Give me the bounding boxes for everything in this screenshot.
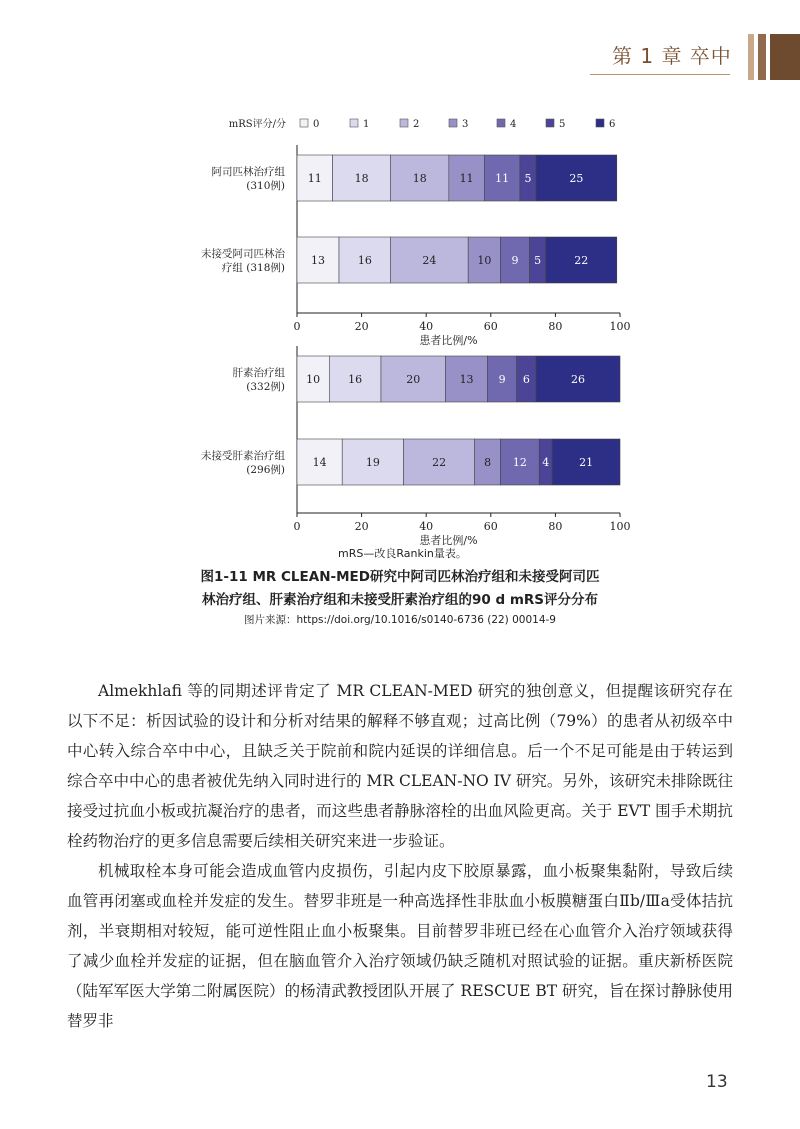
figure-title-line2: 林治疗组、肝素治疗组和未接受肝素治疗组的90 d mRS评分分布	[201, 592, 599, 608]
mrs-stacked-bar-figure	[0, 100, 800, 547]
data-label: 10	[306, 373, 321, 386]
data-label: 22	[574, 254, 589, 267]
x-axis-label: 患者比例/%	[419, 534, 478, 547]
legend-label-2: 2	[413, 119, 420, 130]
x-tick-label: 100	[609, 520, 631, 533]
data-label: 5	[534, 254, 542, 267]
legend-swatch-6	[596, 119, 604, 127]
data-label: 11	[307, 172, 322, 185]
paragraph-1: Almekhlafi 等的同期述评肯定了 MR CLEAN-MED 研究的独创意义，但提醒该研究存在以下不足：析因试验的设计和分析对结果的解释不够直观；过高比例（79%）的患者从初级卒中中心转入综合卒中中心，且缺乏关于院前和院内延误的详细信息。后一个不足可能是由于转运到综合卒中中心的患者被优先纳入同时进行的 MR CLEAN-NO IV 研究。另外，该研究未排除既往接受过抗血小板或抗凝治疗的患者，而这些患者静脉溶栓的出血风险更高。关于 EVT 围手术期抗栓药物治疗的更多信息需要后续相关研究来进一步验证。	[67, 682, 733, 850]
data-label: 25	[569, 172, 584, 185]
body-text	[67, 676, 733, 1036]
x-tick-label: 40	[419, 320, 434, 333]
data-label: 10	[477, 254, 492, 267]
category-label: 阿司匹林治疗组	[211, 166, 285, 178]
x-tick-label: 60	[483, 320, 498, 333]
data-label: 14	[312, 456, 327, 469]
legend-label-5: 5	[559, 119, 566, 130]
data-label: 26	[571, 373, 586, 386]
header-rule	[590, 74, 730, 75]
legend-label-6: 6	[609, 119, 616, 130]
chapter-title: 第 1 章 卒中	[612, 44, 732, 68]
x-axis-label: 患者比例/%	[419, 334, 478, 347]
data-label: 6	[522, 373, 530, 386]
x-tick-label: 0	[293, 320, 301, 333]
data-label: 22	[432, 456, 447, 469]
legend-label-3: 3	[462, 119, 469, 130]
category-label: 疗组 (318例)	[221, 262, 285, 274]
page-number: 13	[706, 1072, 728, 1092]
x-tick-label: 80	[548, 520, 563, 533]
data-label: 9	[498, 373, 506, 386]
data-label: 21	[579, 456, 594, 469]
data-label: 12	[512, 456, 527, 469]
x-tick-label: 20	[354, 320, 369, 333]
category-label: (332例)	[246, 381, 285, 393]
data-label: 16	[348, 373, 363, 386]
data-label: 13	[310, 254, 325, 267]
x-tick-label: 60	[483, 520, 498, 533]
figure-title-line1: 图1-11 MR CLEAN-MED研究中阿司匹林治疗组和未接受阿司匹	[200, 569, 600, 585]
data-label: 19	[365, 456, 380, 469]
figure-note: mRS—改良Rankin量表。	[338, 547, 467, 560]
x-tick-label: 20	[354, 520, 369, 533]
chart-panel-heparin	[201, 346, 631, 547]
data-label: 4	[542, 456, 550, 469]
data-label: 5	[524, 172, 532, 185]
data-label: 8	[484, 456, 492, 469]
category-label: 肝素治疗组	[232, 367, 285, 379]
data-label: 9	[511, 254, 519, 267]
legend-swatch-2	[400, 119, 408, 127]
legend-swatch-5	[546, 119, 554, 127]
legend-label-0: 0	[313, 119, 320, 130]
figure-source: 图片来源：https://doi.org/10.1016/s0140-6736 (22) 00014-9	[243, 614, 556, 626]
chart-legend	[229, 117, 616, 130]
category-label: (296例)	[246, 464, 285, 476]
chart-panel-aspirin	[201, 145, 631, 347]
x-tick-label: 0	[293, 520, 301, 533]
category-label: 未接受阿司匹林治	[201, 248, 285, 260]
x-tick-label: 100	[609, 320, 631, 333]
x-tick-label: 40	[419, 520, 434, 533]
category-label: (310例)	[246, 180, 285, 192]
data-label: 24	[422, 254, 437, 267]
data-label: 13	[459, 373, 474, 386]
legend-swatch-4	[497, 119, 505, 127]
data-label: 18	[412, 172, 427, 185]
x-tick-label: 80	[548, 320, 563, 333]
legend-swatch-3	[449, 119, 457, 127]
data-label: 11	[495, 172, 510, 185]
legend-title: mRS评分/分	[228, 119, 286, 130]
data-label: 11	[459, 172, 474, 185]
legend-swatch-0	[300, 119, 308, 127]
legend-swatch-1	[350, 119, 358, 127]
category-label: 未接受肝素治疗组	[201, 450, 285, 462]
figure-title	[60, 566, 740, 612]
data-label: 16	[357, 254, 372, 267]
data-label: 18	[354, 172, 369, 185]
legend-label-1: 1	[363, 119, 370, 130]
data-label: 20	[406, 373, 421, 386]
paragraph-2: 机械取栓本身可能会造成血管内皮损伤，引起内皮下胶原暴露，血小板聚集黏附，导致后续血管再闭塞或血栓并发症的发生。替罗非班是一种高选择性非肽血小板膜糖蛋白Ⅱb/Ⅲa受体拮抗剂，半衰期相对较短，能可逆性阻止血小板聚集。目前替罗非班已经在心血管介入治疗领域获得了减少血栓并发症的证据，但在脑血管介入治疗领域仍缺乏随机对照试验的证据。重庆新桥医院（陆军军医大学第二附属医院）的杨清武教授团队开展了 RESCUE BT 研究，旨在探讨静脉使用替罗非	[67, 862, 733, 1030]
legend-label-4: 4	[510, 119, 517, 130]
